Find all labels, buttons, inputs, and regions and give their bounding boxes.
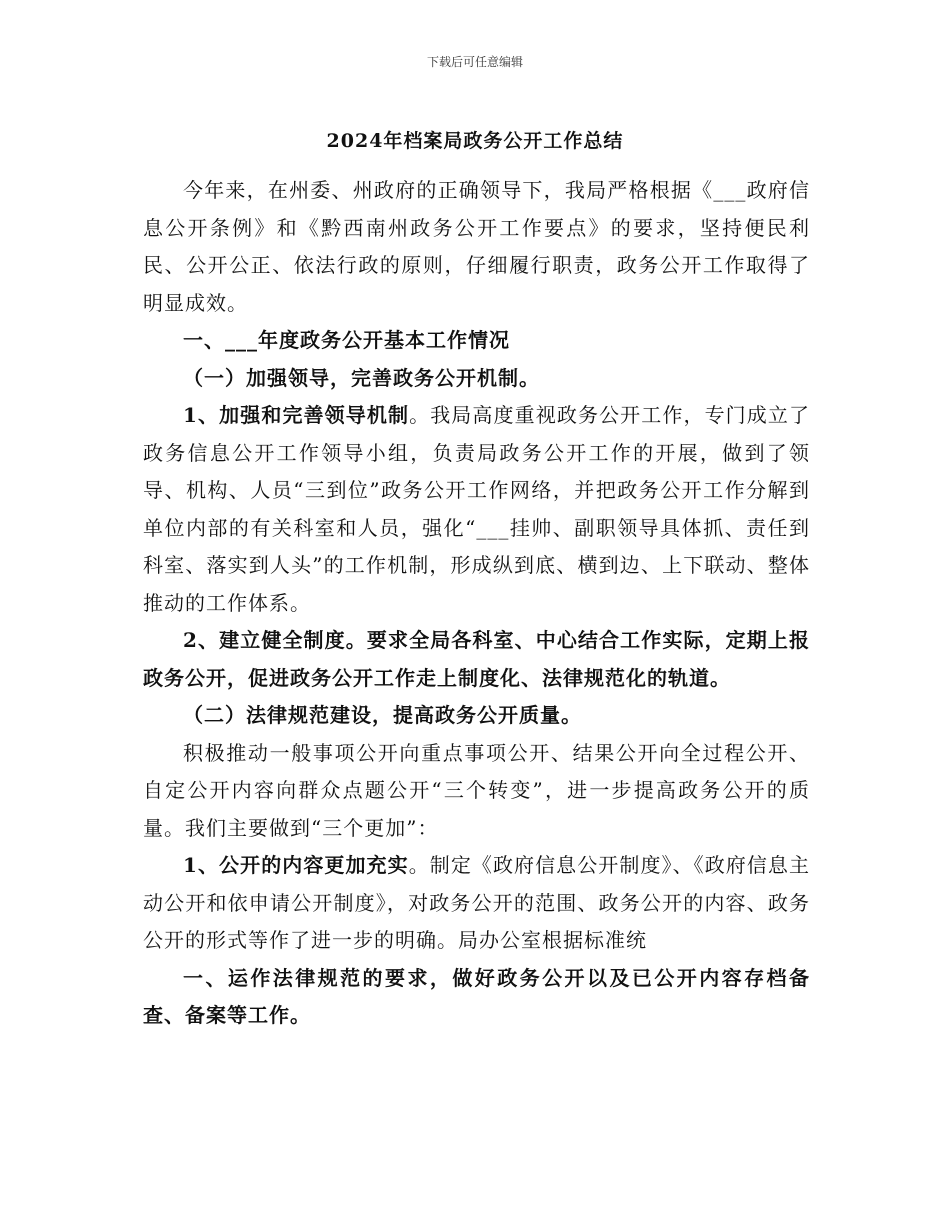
- page-header: 下载后可任意编辑: [426, 55, 523, 69]
- paragraph-content: [143, 847, 810, 960]
- subsection-heading-2: （二）法律规范建设，提高政务公开质量。: [183, 703, 582, 727]
- document-body: [143, 172, 810, 1035]
- paragraph-text: 。制定《政府信息公开制度》、《政府信息主动公开和依申请公开制度》，对政务公开的范围、政务公开的内容、政务公开的形式等作了进一步的明确。局办公室根据标准统: [143, 853, 811, 952]
- section-heading-1: 一、___年度政务公开基本工作情况: [183, 328, 510, 352]
- paragraph-three-changes: 积极推动一般事项公开向重点事项公开、结果公开向全过程公开、自定公开内容向群众点题公开“三个转变”，进一步提高政务公开的质量。我们主要做到“三个更加”：: [143, 740, 810, 840]
- paragraph-archive: 一、运作法律规范的要求，做好政务公开以及已公开内容存档备查、备案等工作。: [143, 965, 810, 1027]
- paragraph-leadership: [143, 397, 810, 622]
- paragraph-intro: 今年来，在州委、州政府的正确领导下，我局严格根据《___政府信息公开条例》和《黔西南州政务公开工作要点》的要求，坚持便民利民、公开公正、依法行政的原则，仔细履行职责，政务公开工作取得了明显成效。: [143, 178, 810, 315]
- subsection-heading-1: （一）加强领导，完善政务公开机制。: [183, 365, 540, 390]
- paragraph-text: 。我局高度重视政务公开工作，专门成立了政务信息公开工作领导小组，负责局政务公开工作的开展，做到了领导、机构、人员“三到位”政务公开工作网络，并把政务公开工作分解到单位内部的有关科室和人员，强化“___挂帅、副职领导具体抓、责任到科室、落实到人头”的工作机制，形成纵到底、横到边、上下联动、整体推动的工作体系。: [143, 403, 811, 615]
- document-title: 2024年档案局政务公开工作总结: [326, 130, 624, 152]
- paragraph-lead: 1、公开的内容更加充实: [183, 853, 409, 877]
- paragraph-lead: 1、加强和完善领导机制: [183, 403, 410, 427]
- paragraph-system: 2、建立健全制度。要求全局各科室、中心结合工作实际，定期上报政务公开，促进政务公开工作走上制度化、法律规范化的轨道。: [143, 628, 810, 690]
